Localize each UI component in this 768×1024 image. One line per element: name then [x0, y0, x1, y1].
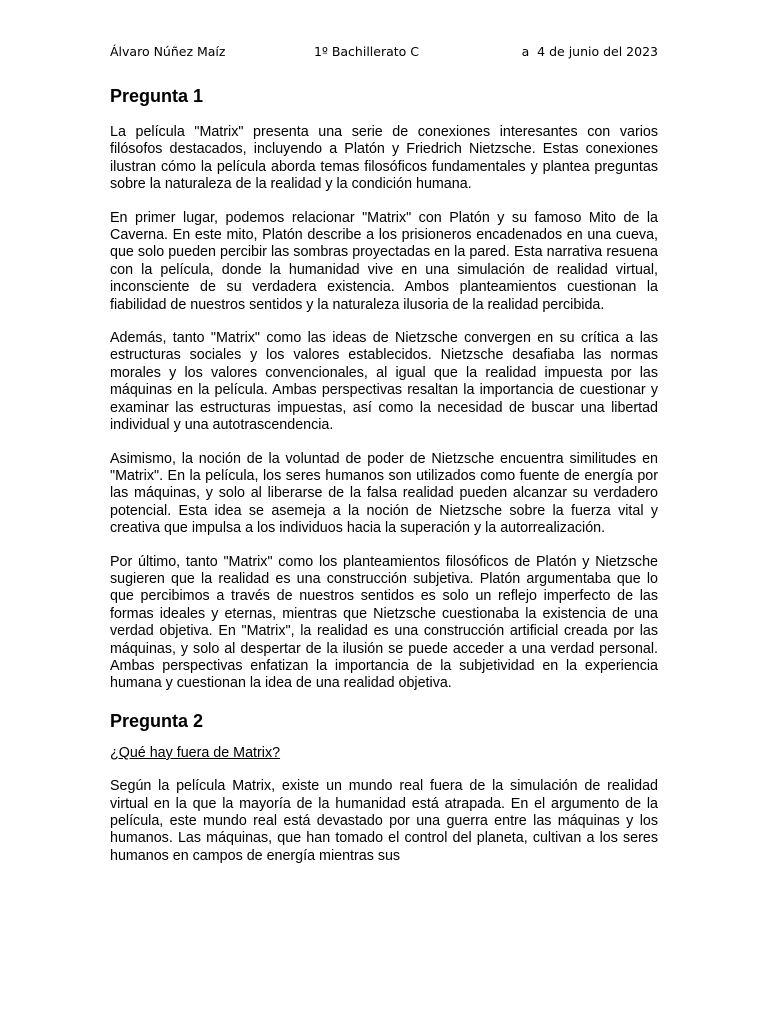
section-2-paragraph-1: Según la película Matrix, existe un mundo real fuera de la simulación de realidad virtual en la que la mayoría de la humanidad está atrapada. En el argumento de la película, este mundo real está devastado por una guerra entre las máquinas y los humanos. Las máquinas, que han tomado el control del planeta, cultivan a los seres humanos en campos de energía mientras sus [110, 778, 658, 864]
page-header [110, 42, 658, 62]
header-author: Álvaro Núñez Maíz [110, 44, 226, 59]
header-course: 1º Bachillerato C [314, 44, 420, 59]
section-2-subtitle: ¿Qué hay fuera de Matrix? [110, 744, 281, 761]
section-1-paragraph-1: La película "Matrix" presenta una serie de conexiones interesantes con varios filósofos destacados, incluyendo a Platón y Friedrich Nietzsche. Estas conexiones ilustran cómo la película aborda temas filosóficos fundamentales y plantea preguntas sobre la naturaleza de la realidad y la condición humana. [110, 124, 658, 193]
section-1-paragraph-4: Asimismo, la noción de la voluntad de poder de Nietzsche encuentra similitudes en "Matrix". En la película, los seres humanos son utilizados como fuente de energía por las máquinas, y solo al liberarse de la falsa realidad pueden alcanzar su verdadero potencial. Esta idea se asemeja a la noción de Nietzsche sobre la fuerza vital y creativa que impulsa a los individuos hacia la superación y la autorrealización. [110, 450, 658, 537]
section-1-title: Pregunta 1 [110, 86, 204, 106]
document-body [110, 84, 658, 881]
section-1-paragraph-2: En primer lugar, podemos relacionar "Matrix" con Platón y su famoso Mito de la Caverna. En este mito, Platón describe a los prisioneros encadenados en una cueva, que solo pueden percibir las sombras proyectadas en la pared. Esta narrativa resuena con la película, donde la humanidad vive en una simulación de realidad virtual, inconsciente de su verdadera existencia. Ambos planteamientos cuestionan la fiabilidad de nuestros sentidos y la naturaleza ilusoria de la realidad percibida. [110, 209, 658, 313]
section-1-paragraph-3: Además, tanto "Matrix" como las ideas de Nietzsche convergen en su crítica a las estructuras sociales y los valores establecidos. Nietzsche desafiaba las normas morales y los valores convencionales, al igual que la realidad impuesta por las máquinas en la película. Ambas perspectivas resaltan la importancia de cuestionar y examinar las estructuras impuestas, así como la necesidad de buscar una libertad individual y una autotrascendencia. [110, 330, 658, 434]
header-date: a 4 de junio del 2023 [521, 44, 658, 59]
section-2-title: Pregunta 2 [110, 710, 204, 731]
section-1-paragraph-5: Por último, tanto "Matrix" como los planteamientos filosóficos de Platón y Nietzsche sugieren que la realidad es una construcción subjetiva. Platón argumentaba que lo que percibimos a través de nuestros sentidos es solo un reflejo imperfecto de las formas ideales y eternas, mientras que Nietzsche cuestionaba la existencia de una verdad objetiva. En "Matrix", la realidad es una construcción artificial creada por las máquinas, y solo al despertar de la ilusión se puede acceder a una verdad personal. Ambas perspectivas enfatizan la importancia de la subjetividad en la experiencia humana y cuestionan la idea de una realidad objetiva. [110, 553, 658, 692]
